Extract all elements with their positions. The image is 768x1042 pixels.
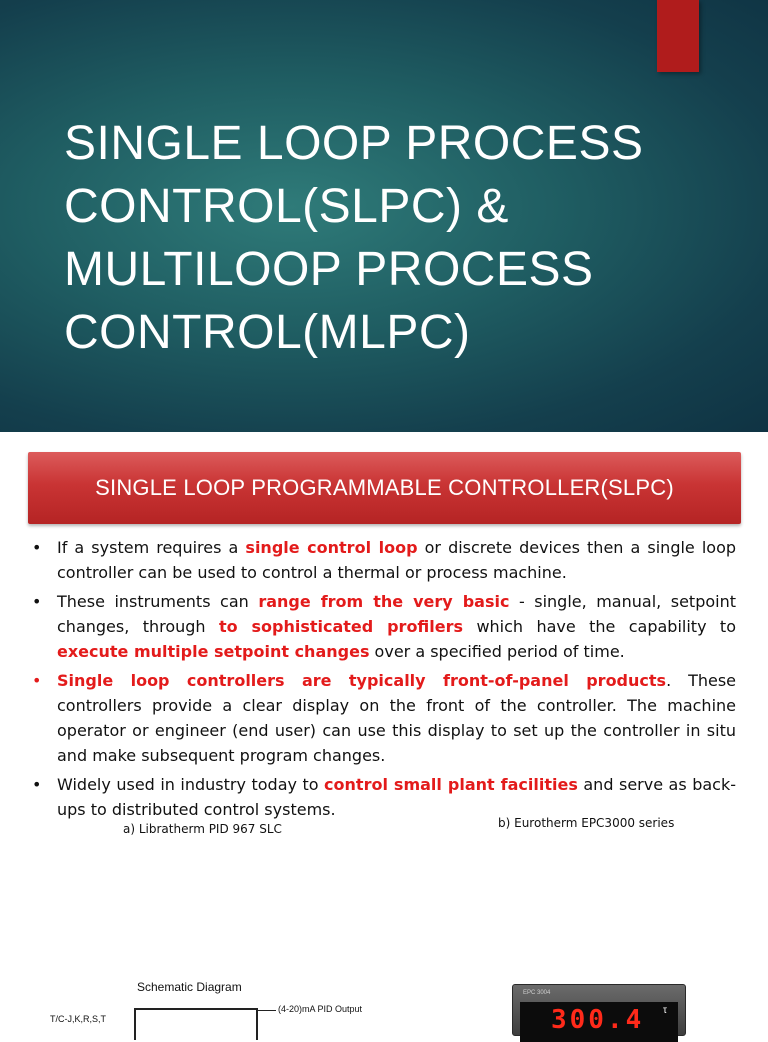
title-slide bbox=[0, 0, 768, 432]
bullet-dot: • bbox=[32, 671, 42, 690]
bullet-dot: • bbox=[32, 592, 42, 611]
slide-title-line-3: MULTILOOP PROCESS bbox=[64, 243, 594, 296]
bullet-text: Widely used in industry today to bbox=[57, 775, 325, 794]
bullet-dot: • bbox=[32, 538, 42, 557]
caption-eurotherm: b) Eurotherm EPC3000 series bbox=[498, 816, 675, 830]
device-indicator: τ bbox=[663, 1005, 667, 1016]
bullet-text: These instruments can bbox=[57, 592, 259, 611]
bullet-text: If a system requires a bbox=[57, 538, 246, 557]
bullet-text: - single, manual, setpoint changes, through bbox=[57, 592, 736, 636]
bullet-text: over a specified period of time. bbox=[369, 642, 625, 661]
bullet-text: and serve as back-ups to distributed control systems. bbox=[57, 775, 737, 819]
banner-title: SINGLE LOOP PROGRAMMABLE CONTROLLER(SLPC) bbox=[95, 475, 674, 500]
slide-title-line-4: CONTROL(MLPC) bbox=[64, 306, 471, 359]
bullet-highlight: Single loop controllers are typically front-of-panel products bbox=[57, 671, 667, 690]
red-accent-tab bbox=[657, 0, 699, 72]
bullet-text: which have the capability to bbox=[463, 617, 736, 636]
bullet-highlight: to sophisticated profilers bbox=[218, 617, 464, 636]
slide-title bbox=[64, 112, 704, 364]
bullet-highlight: range from the very basic bbox=[258, 592, 510, 611]
caption-libratherm: a) Libratherm PID 967 SLC bbox=[123, 822, 282, 836]
schematic-title: Schematic Diagram bbox=[137, 980, 242, 994]
bullet-highlight: execute multiple setpoint changes bbox=[57, 642, 370, 661]
bullet-highlight: single control loop bbox=[245, 538, 418, 557]
slide-title-line-2: CONTROL(SLPC) & bbox=[64, 180, 509, 233]
schematic-diagram bbox=[46, 976, 376, 1024]
schematic-input-label: T/C-J,K,R,S,T bbox=[50, 1014, 106, 1024]
epc3000-controller-image bbox=[512, 984, 686, 1036]
bullet-text: or discrete devices then a single loop controller can be used to control a thermal or process machine. bbox=[57, 538, 737, 582]
schematic-output-label: (4-20)mA PID Output bbox=[278, 1004, 363, 1014]
bullet-item bbox=[32, 668, 736, 768]
bullet-item bbox=[32, 589, 736, 664]
device-model-label: EPC 3004 bbox=[523, 990, 551, 996]
bullet-list bbox=[32, 535, 736, 826]
bullet-text: . These controllers provide a clear display on the front of the controller. The machine operator or engineer (end user) can use this display to set up the controller in situ and make subsequent program changes. bbox=[57, 671, 737, 765]
bullet-highlight: control small plant facilities bbox=[324, 775, 578, 794]
device-readout: 300.4 bbox=[551, 1005, 645, 1035]
content-slide bbox=[0, 432, 768, 1024]
schematic-controller-box bbox=[134, 1008, 258, 1040]
section-banner bbox=[28, 452, 741, 524]
bullet-item bbox=[32, 772, 736, 822]
bullet-item bbox=[32, 535, 736, 585]
schematic-output-arrow bbox=[258, 1010, 276, 1011]
slide-title-line-1: SINGLE LOOP PROCESS bbox=[64, 117, 644, 170]
bullet-dot: • bbox=[32, 775, 42, 794]
